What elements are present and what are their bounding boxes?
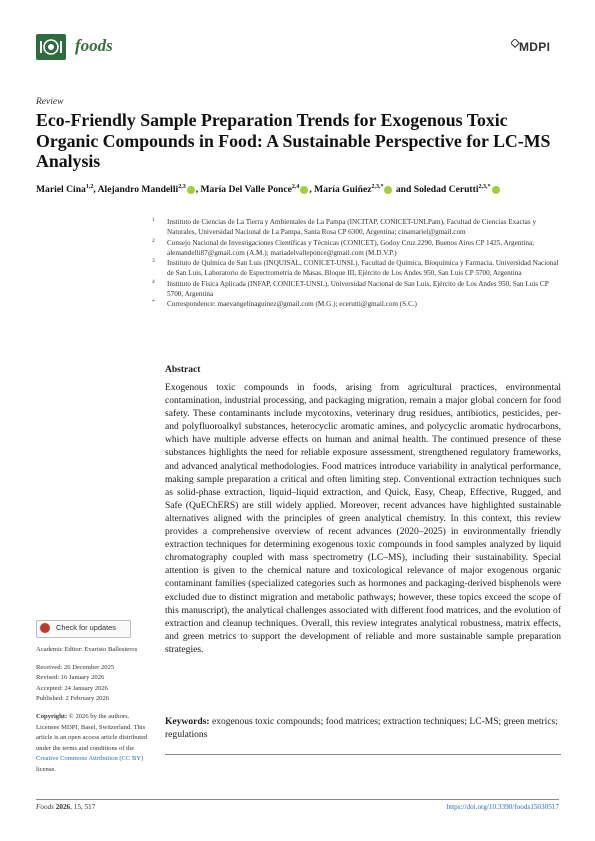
affiliation-item	[152, 258, 562, 279]
author-affiliation-marker: 2,3	[178, 184, 186, 190]
author-separator: ,	[309, 184, 315, 196]
affiliation-number: *	[152, 299, 155, 306]
journal-logo-icon	[36, 34, 66, 60]
license-end: license.	[36, 765, 56, 773]
published-date: Published: 2 February 2026	[36, 695, 110, 703]
keywords-label: Keywords:	[165, 716, 210, 727]
affiliation-item	[152, 217, 562, 238]
copyright-notice	[36, 712, 154, 776]
revised-date: Revised: 16 January 2026	[36, 674, 105, 682]
journal-name: foods	[75, 36, 113, 55]
received-date: Received: 26 December 2025	[36, 663, 115, 671]
affiliation-text: Correspondence: maevangelinaguinez@gmail.com (M.G.); ecerutti@gmail.com (S.C.)	[167, 300, 417, 309]
orcid-icon[interactable]	[384, 186, 392, 194]
check-for-updates-label: Check for updates	[56, 623, 116, 632]
keywords-text: exogenous toxic compounds; food matrices; extraction techniques; LC-MS; green metrics; regulations	[165, 716, 558, 741]
copyright-label: Copyright:	[36, 712, 68, 720]
abstract-text: Exogenous toxic compounds in foods, arising from agricultural practices, environmental contamination, industrial processing, and packaging migration, remain a major global concern for food safety. These contaminants include mycotoxins, veterinary drug residues, antibiotics, pesticides, per- and polyfluoroalkyl substances, heterocyclic aromatic amines, and polycyclic aromatic hydrocarbons, which have multiple adverse effects on human and animal health. The continued presence of these substances highlights the need for reliable exposure assessment, strengthened regulatory frameworks, and advanced analytical methodologies. Food matrices introduce variability in analytical performance, making sample preparation a critical and often limiting step. Conventional extraction techniques such as solid-phase extraction, liquid–liquid extraction, and Quick, Easy, Cheap, Effective, Rugged, and Safe (QuEChERS) are still widely applied. Moreover, recent advances have highlighted sustainable alternatives aligned with the principles of green analytical chemistry. In this context, this review provides a comprehensive overview of recent advances (2020–2025) in environmentally friendly extraction techniques for determining exogenous toxic compounds in food samples analyzed by liquid chromatography coupled with mass spectrometry (LC–MS), including their sustainability. Special attention is given to the chemical nature and toxicological relevance of major exogenous organic contaminant families (specialized categories such as hormones and packaging-derived bisphenols were excluded due to distinct migration and metabolic pathways; however, these topics exceed the scope of this manuscript), the analytical challenges associated with different food matrices, and the evolution of extraction and cleanup techniques. Overall, this review integrates analytical robustness, matrix effects, and green metrics to support the development of reliable and more sustainable sample preparation strategies.	[165, 382, 561, 655]
orcid-icon[interactable]	[300, 186, 308, 194]
affiliation-item	[152, 238, 562, 259]
author-separator: and	[393, 184, 414, 196]
affiliation-text: Instituto de Física Aplicada (INFAP, CONICET-UNSL), Universidad Nacional de San Luis, Ejército de Los Andes 950, San Luis CP 5700, Argentina	[167, 279, 549, 299]
doi-link[interactable]: https://doi.org/10.3390/foods15030517	[446, 803, 559, 811]
author-name: María Guiñez	[314, 184, 372, 196]
author-name: Alejandro Mandelli	[97, 184, 179, 196]
article-type: Review	[36, 97, 64, 107]
keywords	[165, 715, 561, 741]
affiliation-text: Instituto de Ciencias de La Tierra y Ambientales de La Pampa (INCITAP, CONICET-UNLPam), Facultad de Ciencias Exactas y Naturales, Universidad Nacional de La Pampa, Santa Rosa CP 6300, Argentina; cinamariel@gmail.com	[167, 218, 537, 237]
author-affiliation-marker: 2,3,*	[478, 184, 491, 190]
author-affiliation-marker: 1,2	[85, 184, 94, 190]
affiliation-number: 1	[152, 217, 155, 223]
article-title: Eco-Friendly Sample Preparation Trends for Exogenous Toxic Organic Compounds in Food: A Sustainable Perspective for LC-MS Analysis	[36, 110, 551, 171]
publisher-logo-text: MDPI	[519, 40, 551, 54]
footer-journal: Foods	[36, 803, 54, 811]
author-separator: ,	[195, 184, 201, 196]
orcid-icon[interactable]	[187, 186, 195, 194]
abstract-heading: Abstract	[165, 365, 201, 375]
divider	[165, 754, 561, 755]
footer-volume: , 15, 517	[70, 803, 96, 811]
affiliation-number: 4	[152, 278, 155, 285]
author-separator: ,	[93, 184, 98, 196]
author-list	[36, 184, 576, 195]
affiliation-text: Consejo Nacional de Investigaciones Científicas y Técnicas (CONICET), Godoy Cruz 2290, Buenos Aires CP 1425, Argentina; alemandelli87@gmail.com (A.M.); mariadelvalleponce@gmail.com (M.D.V.P.)	[167, 238, 535, 257]
footer-divider	[36, 799, 559, 800]
affiliation-text: Instituto de Química de San Luis (INQUISAL, CONICET-UNSL), Facultad de Química, Bioquímica y Farmacia, Universidad Nacional de San Luis, Laboratorio de Espectrometría de Masas, Bloque III, Ejército de Los Andes 950, San Luis CP 5700, Argentina	[167, 259, 559, 278]
orcid-icon[interactable]	[492, 186, 500, 194]
affiliation-list	[152, 217, 562, 310]
author-name: María Del Valle Ponce	[200, 184, 292, 196]
article-info-sidebar	[36, 645, 154, 776]
affiliation-item	[152, 299, 562, 309]
author-name: Soledad Cerutti	[413, 184, 479, 196]
affiliation-item	[152, 279, 562, 300]
license-link[interactable]: Creative Commons Attribution (CC BY)	[36, 755, 144, 763]
author-name: Mariel Cina	[36, 184, 86, 196]
update-icon	[40, 623, 50, 633]
affiliation-number: 3	[152, 258, 155, 265]
academic-editor: Academic Editor: Evaristo Ballesteros	[36, 646, 138, 653]
author-affiliation-marker: 2,4	[291, 184, 300, 190]
footer-year: 2026	[55, 803, 71, 811]
copyright-text: © 2026 by the authors. Licensee MDPI, Basel, Switzerland. This article is an open access article distributed under the terms and conditions of the	[36, 712, 148, 752]
footer-citation	[36, 803, 95, 811]
accepted-date: Accepted: 24 January 2026	[36, 684, 108, 692]
author-affiliation-marker: 2,3,*	[371, 184, 384, 190]
affiliation-number: 2	[152, 237, 155, 244]
